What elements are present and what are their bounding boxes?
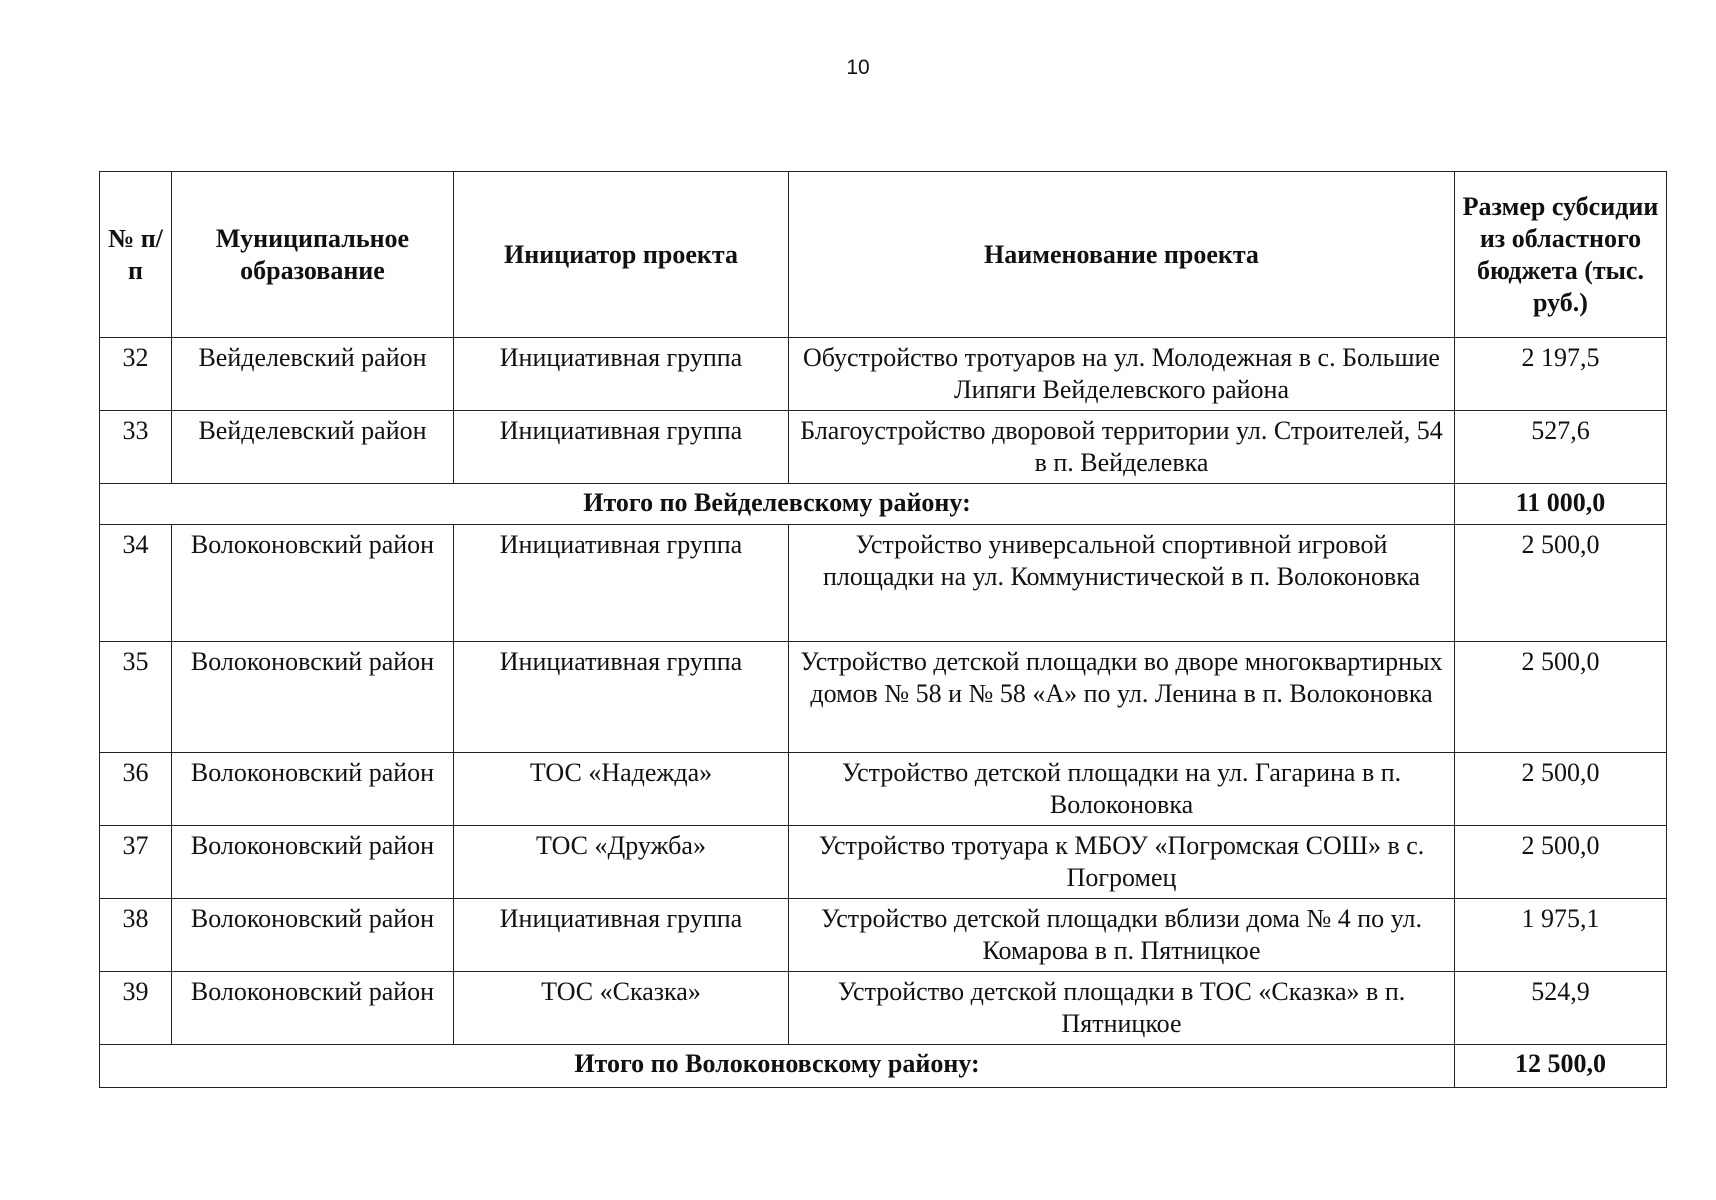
cell-subsidy: 2 500,0 bbox=[1455, 642, 1667, 753]
cell-initiator: ТОС «Дружба» bbox=[454, 826, 789, 899]
table-row bbox=[100, 525, 1667, 642]
cell-num: 35 bbox=[100, 642, 172, 753]
cell-municipality: Волоконовский район bbox=[172, 826, 454, 899]
table-row bbox=[100, 642, 1667, 753]
cell-initiator: Инициативная группа bbox=[454, 338, 789, 411]
table-row bbox=[100, 753, 1667, 826]
cell-subsidy: 1 975,1 bbox=[1455, 899, 1667, 972]
cell-municipality: Вейделевский район bbox=[172, 411, 454, 484]
cell-num: 33 bbox=[100, 411, 172, 484]
cell-initiator: Инициативная группа bbox=[454, 899, 789, 972]
cell-project: Обустройство тротуаров на ул. Молодежная в с. Большие Липяги Вейделевского района bbox=[789, 338, 1455, 411]
cell-num: 37 bbox=[100, 826, 172, 899]
cell-num: 38 bbox=[100, 899, 172, 972]
cell-num: 32 bbox=[100, 338, 172, 411]
cell-municipality: Волоконовский район bbox=[172, 899, 454, 972]
cell-subsidy: 2 500,0 bbox=[1455, 753, 1667, 826]
total-row bbox=[100, 1045, 1667, 1088]
cell-subsidy: 2 197,5 bbox=[1455, 338, 1667, 411]
cell-municipality: Волоконовский район bbox=[172, 525, 454, 642]
cell-subsidy: 527,6 bbox=[1455, 411, 1667, 484]
cell-num: 39 bbox=[100, 972, 172, 1045]
cell-num: 36 bbox=[100, 753, 172, 826]
table-header-row bbox=[100, 172, 1667, 338]
cell-initiator: Инициативная группа bbox=[454, 642, 789, 753]
cell-subsidy: 524,9 bbox=[1455, 972, 1667, 1045]
page-number: 10 bbox=[846, 56, 870, 79]
table-row bbox=[100, 972, 1667, 1045]
header-num: № п/п bbox=[100, 172, 172, 338]
cell-subsidy: 2 500,0 bbox=[1455, 525, 1667, 642]
total-value: 11 000,0 bbox=[1455, 484, 1667, 525]
cell-subsidy: 2 500,0 bbox=[1455, 826, 1667, 899]
cell-initiator: Инициативная группа bbox=[454, 411, 789, 484]
total-value: 12 500,0 bbox=[1455, 1045, 1667, 1088]
header-municipality: Муниципальное образование bbox=[172, 172, 454, 338]
header-subsidy: Размер субсидии из областного бюджета (тыс. руб.) bbox=[1455, 172, 1667, 338]
cell-municipality: Волоконовский район bbox=[172, 753, 454, 826]
cell-project: Устройство универсальной спортивной игровой площадки на ул. Коммунистической в п. Волоконовка bbox=[789, 525, 1455, 642]
table-row bbox=[100, 338, 1667, 411]
cell-project: Благоустройство дворовой территории ул. Строителей, 54 в п. Вейделевка bbox=[789, 411, 1455, 484]
subsidy-table bbox=[99, 171, 1667, 1088]
cell-municipality: Вейделевский район bbox=[172, 338, 454, 411]
cell-initiator: ТОС «Сказка» bbox=[454, 972, 789, 1045]
cell-municipality: Волоконовский район bbox=[172, 972, 454, 1045]
table-row bbox=[100, 899, 1667, 972]
header-project: Наименование проекта bbox=[789, 172, 1455, 338]
total-label: Итого по Волоконовскому району: bbox=[100, 1045, 1455, 1088]
header-initiator: Инициатор проекта bbox=[454, 172, 789, 338]
cell-num: 34 bbox=[100, 525, 172, 642]
total-label: Итого по Вейделевскому району: bbox=[100, 484, 1455, 525]
cell-initiator: ТОС «Надежда» bbox=[454, 753, 789, 826]
cell-initiator: Инициативная группа bbox=[454, 525, 789, 642]
cell-project: Устройство детской площадки на ул. Гагарина в п. Волоконовка bbox=[789, 753, 1455, 826]
cell-project: Устройство детской площадки вблизи дома № 4 по ул. Комарова в п. Пятницкое bbox=[789, 899, 1455, 972]
cell-project: Устройство тротуара к МБОУ «Погромская СОШ» в с. Погромец bbox=[789, 826, 1455, 899]
table-row bbox=[100, 826, 1667, 899]
table-row bbox=[100, 411, 1667, 484]
cell-municipality: Волоконовский район bbox=[172, 642, 454, 753]
cell-project: Устройство детской площадки во дворе многоквартирных домов № 58 и № 58 «А» по ул. Ленина в п. Волоконовка bbox=[789, 642, 1455, 753]
total-row bbox=[100, 484, 1667, 525]
cell-project: Устройство детской площадки в ТОС «Сказка» в п. Пятницкое bbox=[789, 972, 1455, 1045]
